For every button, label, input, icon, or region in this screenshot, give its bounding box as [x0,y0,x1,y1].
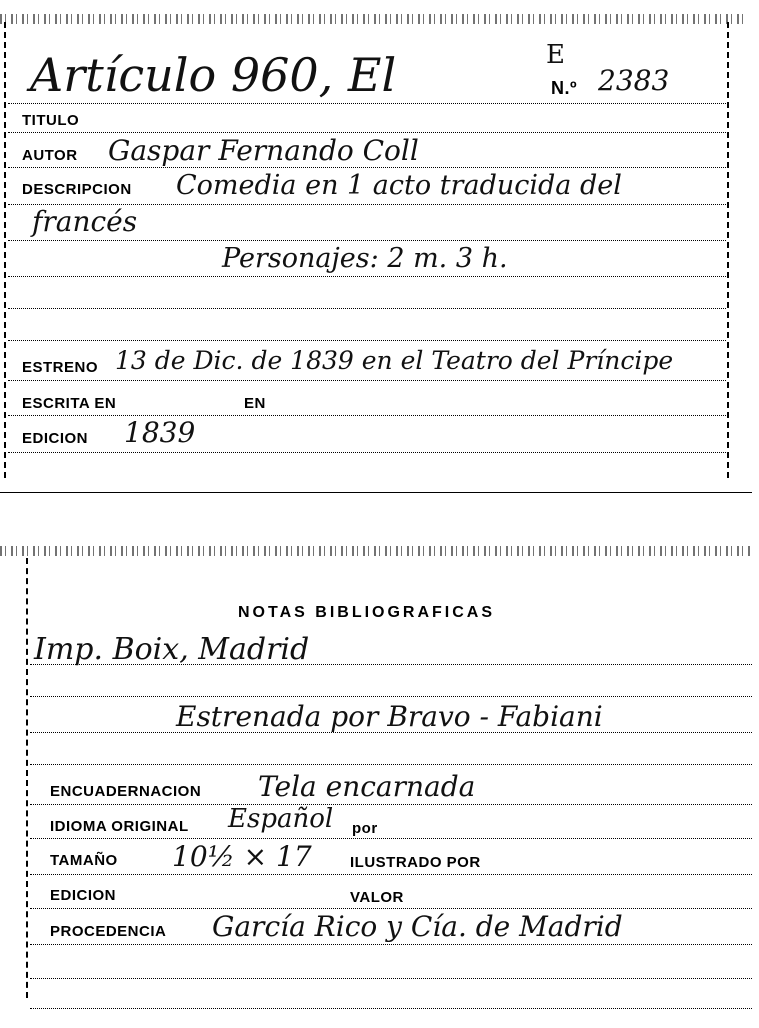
titulo-rule [8,132,726,133]
edicion-label: EDICION [22,430,89,447]
valor-label: VALOR [350,889,404,906]
notas-heading: NOTAS BIBLIOGRAFICAS [238,604,496,621]
personajes-value: Personajes: 2 m. 3 h. [222,243,508,274]
edicion-rule [8,452,726,453]
descripcion-value-1: Comedia en 1 acto traducida del [176,170,622,201]
idioma-rule [30,838,752,839]
procedencia-label: PROCEDENCIA [50,923,167,940]
card-right-border [727,22,729,478]
notes-rule-1 [30,664,752,665]
procedencia-rule [30,944,752,945]
tamano-value: 10½ × 17 [172,840,312,873]
procedencia-value: García Rico y Cía. de Madrid [212,910,623,943]
card-top-edge [0,14,745,24]
estreno-rule [8,380,726,381]
notes-rule-2 [30,696,752,697]
descripcion-continuation-rule [8,240,726,241]
catalog-mark: E [546,40,565,70]
card-bottom-top-edge [0,546,752,556]
blank-rule-2 [8,340,726,341]
number-label: N.º [551,78,578,98]
card-bottom-border [0,492,752,493]
encuadernacion-value: Tela encarnada [258,770,476,803]
notes-rule-3 [30,732,752,733]
idioma-label: IDIOMA ORIGINAL [50,818,189,835]
en-label: EN [244,395,266,412]
title-rule [8,103,726,104]
estreno-label: ESTRENO [22,359,99,376]
estreno-value: 13 de Dic. de 1839 en el Teatro del Príncipe [115,346,674,375]
escrita-en-label: ESCRITA EN [22,395,117,412]
card-left-border [4,22,6,478]
idioma-value: Español [228,804,334,834]
notes-line-1: Imp. Boix, Madrid [34,632,310,667]
card-title: Artículo 960, El [30,48,397,102]
notes-line-2: Estrenada por Bravo - Fabiani [176,700,603,733]
blank-rule-3 [30,978,752,979]
catalog-card-bottom [0,540,759,1028]
tamano-label: TAMAÑO [50,852,118,869]
titulo-label: TITULO [22,112,80,129]
encuadernacion-rule [30,804,752,805]
personajes-rule [8,276,726,277]
edicion-value: 1839 [124,416,196,449]
encuadernacion-label: ENCUADERNACION [50,783,202,800]
autor-rule [8,167,726,168]
notes-rule-4 [30,764,752,765]
autor-label: AUTOR [22,147,78,164]
catalog-number: 2383 [598,64,670,97]
edicion2-label: EDICION [50,887,117,904]
tamano-rule [30,874,752,875]
ilustrado-label: ILUSTRADO POR [350,854,481,871]
autor-value: Gaspar Fernando Coll [108,134,419,167]
blank-rule-4 [30,1008,752,1009]
escrita-rule [8,415,726,416]
por-label: por [352,820,378,837]
blank-rule-1 [8,308,726,309]
card2-left-border [26,558,28,998]
edicion2-rule [30,908,752,909]
descripcion-value-2: francés [32,205,138,238]
descripcion-label: DESCRIPCION [22,181,132,198]
catalog-card-top [0,0,759,495]
